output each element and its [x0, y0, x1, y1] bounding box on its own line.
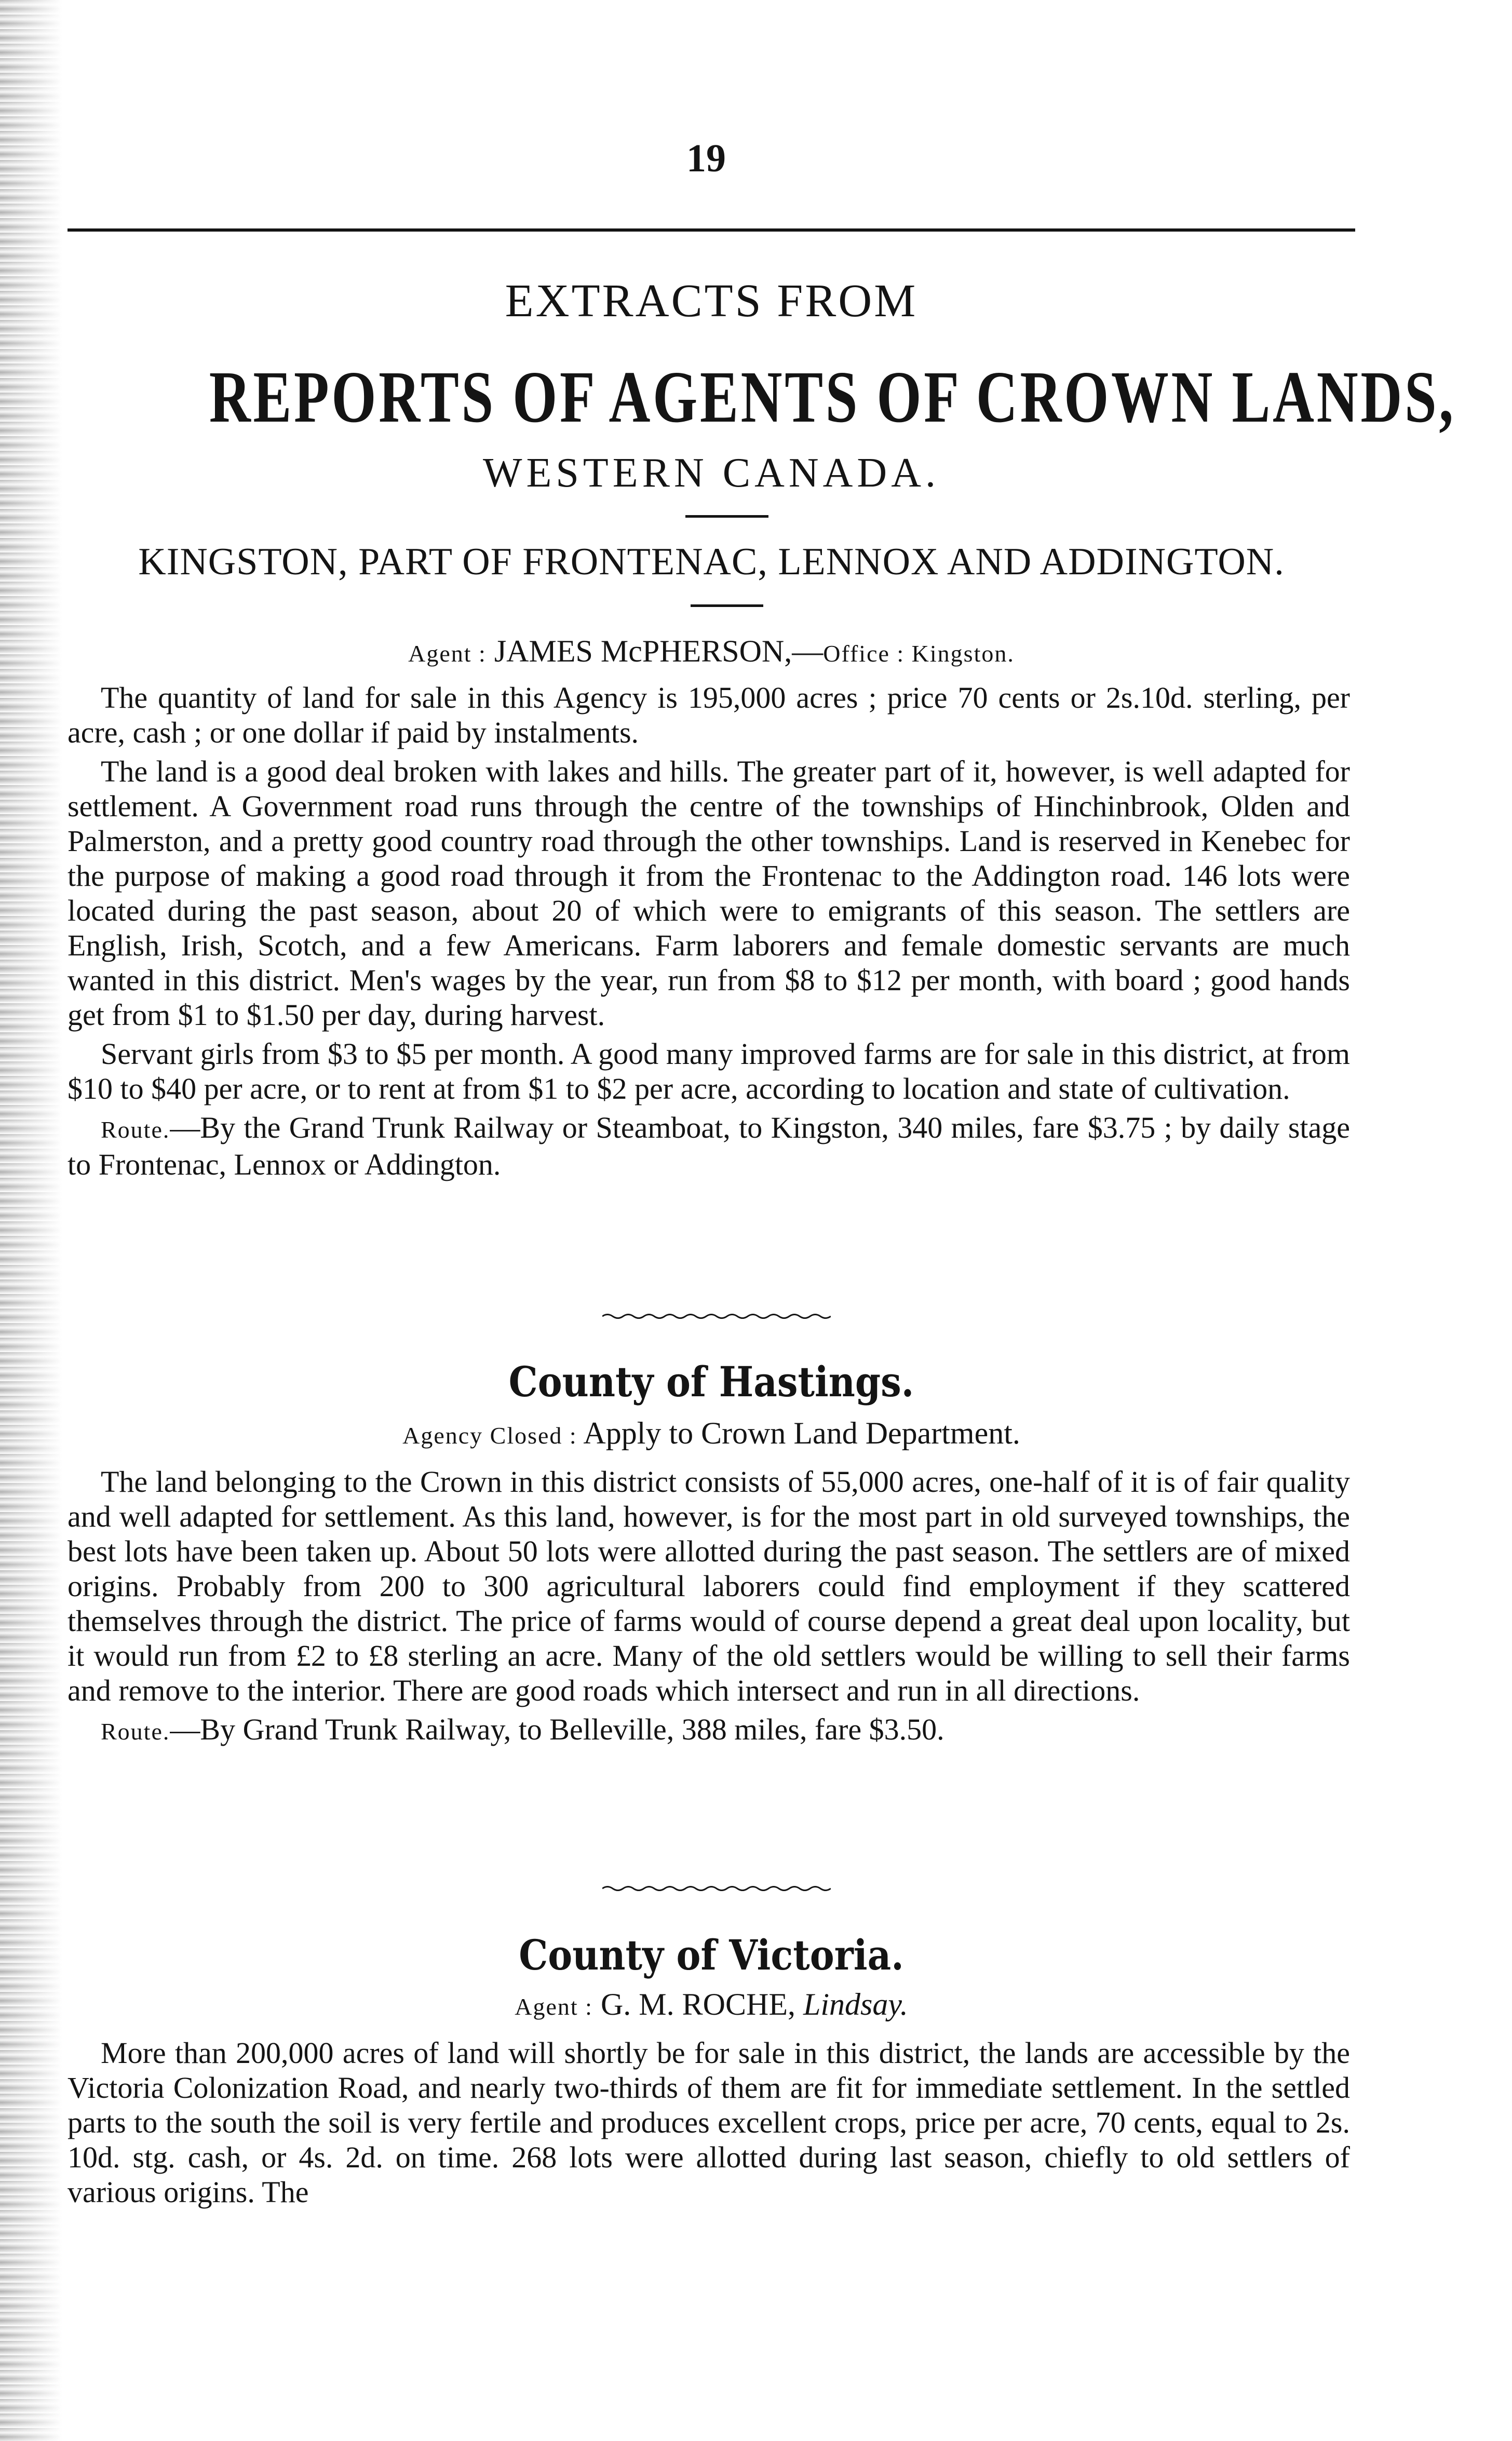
- wavy-divider: [602, 1885, 831, 1892]
- wavy-divider: [602, 1313, 831, 1320]
- paragraph: The land is a good deal broken with lakes and hills. The greater part of it, however, is well adapted for settlement. A Government road runs through the centre of the townships of Hinchinbrook, Olden and Palmerston, and a pretty good country road through the other townships. Land is reserved in Kenebec for the purpose of making a good road through it from the Frontenac to the Addington road. 146 lots were located during the past season, about 20 of which were to emigrants of this season. The settlers are English, Irish, Scotch, and a few Americans. Farm laborers and female domestic servants are much wanted in this district. Men's wages by the year, run from $8 to $12 per month, with board ; good hands get from $1 to $1.50 per day, during harvest.: [68, 754, 1350, 1032]
- route-text: —By the Grand Trunk Railway or Steamboat, to Kingston, 340 miles, fare $3.75 ; by daily stage to Frontenac, Lennox or Addington.: [68, 1111, 1350, 1181]
- paragraph: Servant girls from $3 to $5 per month. A good many improved farms are for sale in this district, at from $10 to $40 per acre, or to rent at from $1 to $2 per acre, according to location and state of cultivation.: [68, 1037, 1350, 1105]
- route-paragraph: [68, 1712, 1350, 1749]
- victoria-title: County of Victoria.: [519, 1931, 904, 1979]
- kingston-agent-line: [68, 633, 1355, 669]
- header-rule: [68, 228, 1355, 232]
- agency-label: Agency Closed :: [402, 1422, 577, 1449]
- agent-name: JAMES McPHERSON,—: [486, 634, 824, 668]
- agency-text: Apply to Crown Land Department.: [577, 1416, 1020, 1450]
- route-label: Route.: [101, 1116, 170, 1143]
- agent-label: Agent :: [408, 640, 487, 667]
- binding-edge: [0, 0, 62, 2441]
- agent-label: Agent :: [515, 1993, 593, 2020]
- agent-name: G. M. ROCHE,: [592, 1987, 803, 2021]
- paragraph: More than 200,000 acres of land will shortly be for sale in this district, the lands are accessible by the Victoria Colonization Road, and nearly two-thirds of them are fit for immediate settlement. In the settled parts to the south the soil is very fertile and produces excellent crops, price per acre, 70 cents, equal to 2s. 10d. stg. cash, or 4s. 2d. on time. 268 lots were allotted during last season, chiefly to old settlers of various origins. The: [68, 2036, 1350, 2209]
- kingston-title: KINGSTON, PART OF FRONTENAC, LENNOX AND ADDINGTON.: [138, 541, 1285, 583]
- kingston-body: [68, 680, 1350, 1186]
- office-label: Office : Kingston.: [823, 640, 1015, 667]
- paragraph: The quantity of land for sale in this Agency is 195,000 acres ; price 70 cents or 2s.10d. sterling, per acre, cash ; or one dollar if paid by instalments.: [68, 681, 1350, 749]
- extracts-heading: EXTRACTS FROM: [505, 275, 918, 327]
- subtitle: WESTERN CANADA.: [483, 450, 940, 496]
- route-label: Route.: [101, 1718, 170, 1745]
- route-text: —By Grand Trunk Railway, to Belleville, 388 miles, fare $3.50.: [170, 1712, 944, 1746]
- page-number: 19: [686, 137, 726, 180]
- hastings-title: County of Hastings.: [508, 1357, 914, 1406]
- agent-place: Lindsay.: [803, 1987, 908, 2021]
- divider-rule: [685, 515, 768, 518]
- victoria-agent-line: [68, 1987, 1355, 2022]
- route-paragraph: [68, 1110, 1350, 1182]
- main-title: REPORTS OF AGENTS OF CROWN LANDS,: [209, 356, 1456, 438]
- paragraph: The land belonging to the Crown in this district consists of 55,000 acres, one-half of it is of fair quality and well adapted for settlement. As this land, however, is for the most part in old surveyed townships, the best lots have been taken up. About 50 lots were allotted during the past season. The settlers are of mixed origins. Probably from 200 to 300 agricultural laborers could find employment if they scattered themselves through the district. The price of farms would of course depend a great deal upon locality, but it would run from £2 to £8 sterling an acre. Many of the old settlers would be willing to sell their farms and remove to the interior. There are good roads which intersect and run in all directions.: [68, 1465, 1350, 1707]
- hastings-body: [68, 1464, 1350, 1753]
- divider-rule: [691, 604, 763, 607]
- victoria-body: [68, 2035, 1350, 2214]
- hastings-agency-line: [68, 1415, 1355, 1451]
